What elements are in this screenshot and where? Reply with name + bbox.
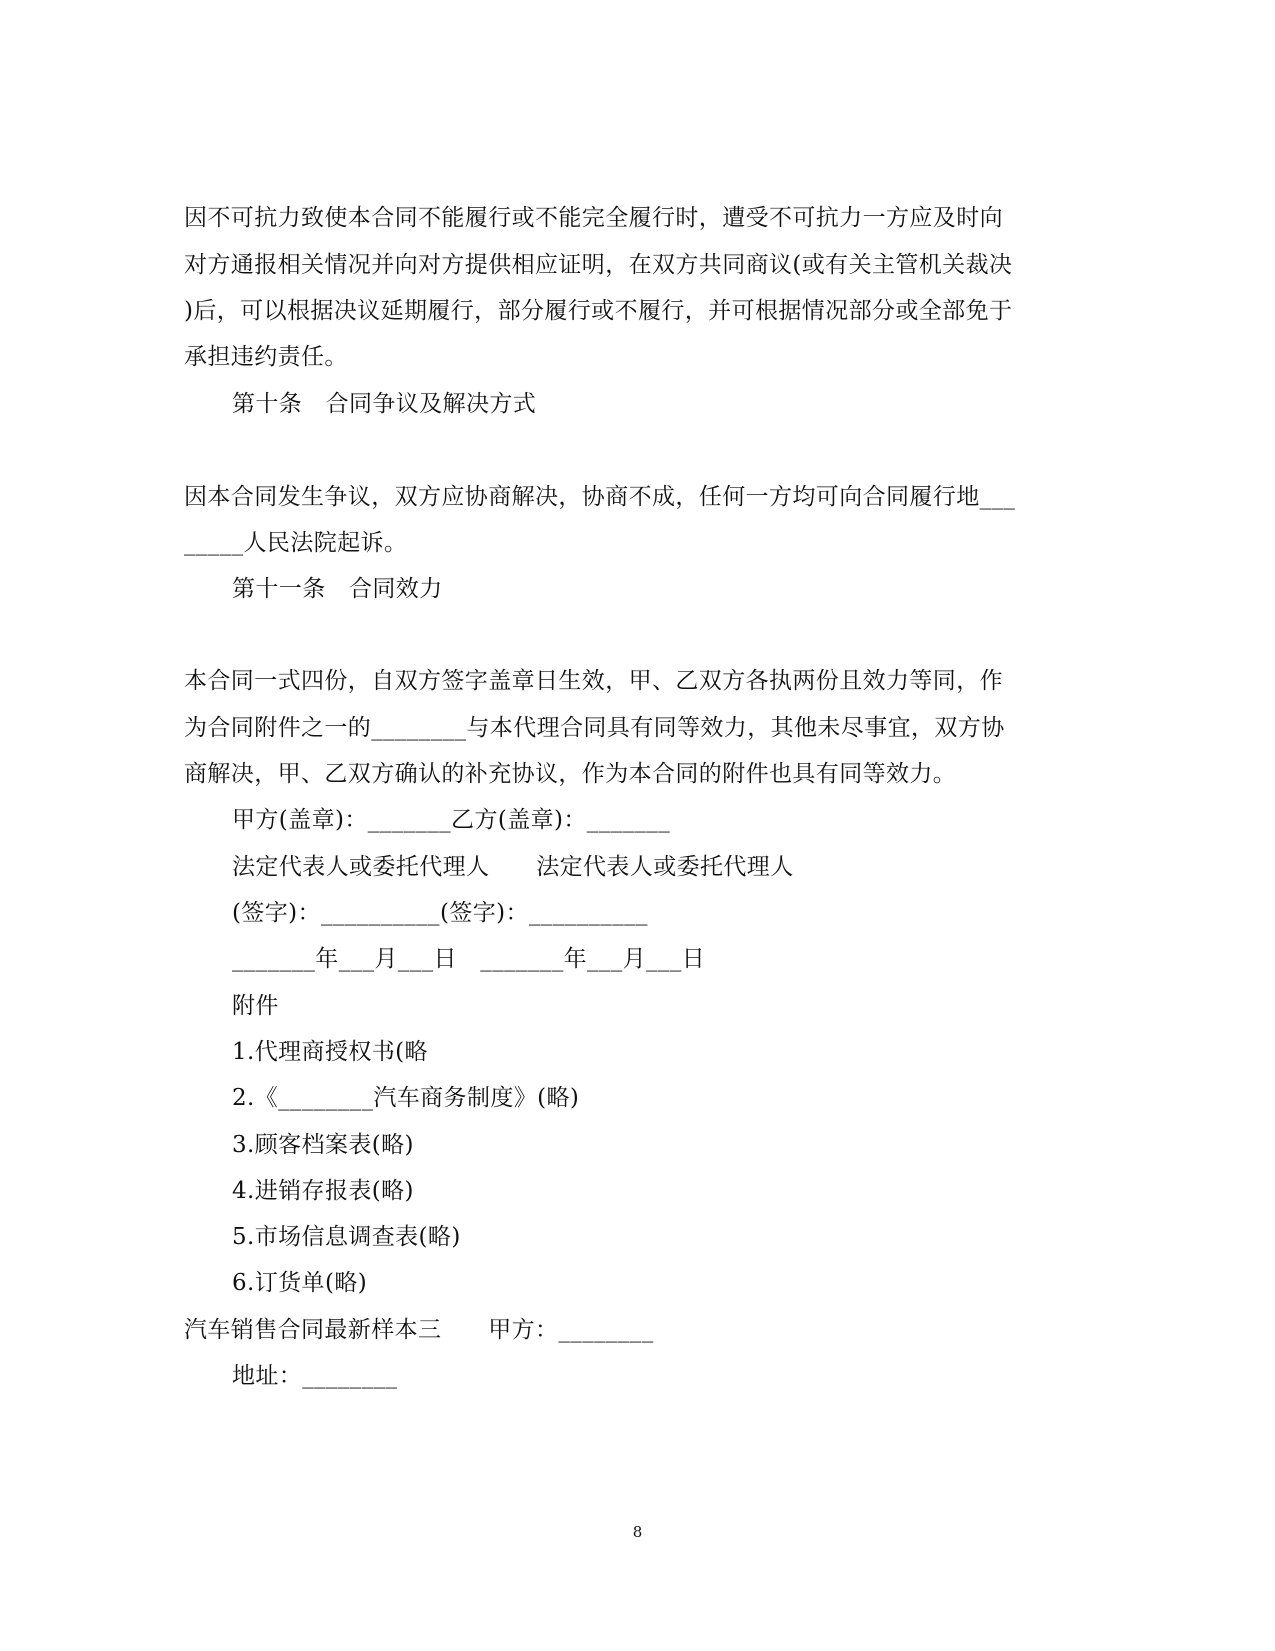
attachment-item-3: 3.顾客档案表(略) (232, 1132, 414, 1158)
seal-line: 甲方(盖章)：_______乙方(盖章)：_______ (232, 807, 671, 833)
force-majeure-line-3: )后，可以根据决议延期履行，部分履行或不履行，并可根据情况部分或全部免于 (184, 298, 1013, 324)
article-10-heading: 第十条 合同争议及解决方式 (232, 391, 537, 417)
next-contract-title-line: 汽车销售合同最新样本三 甲方：________ (184, 1317, 654, 1343)
attachment-item-6: 6.订货单(略) (232, 1270, 368, 1296)
force-majeure-line-4: 承担违约责任。 (184, 344, 348, 370)
sign-line: (签字)：__________(签字)：__________ (232, 900, 648, 926)
attachments-heading: 附件 (232, 993, 279, 1019)
attachment-item-2: 2.《________汽车商务制度》(略) (232, 1085, 580, 1111)
representative-line: 法定代表人或委托代理人 法定代表人或委托代理人 (232, 854, 794, 880)
force-majeure-line-2: 对方通报相关情况并向对方提供相应证明，在双方共同商议(或有关主管机关裁决 (184, 252, 1013, 278)
attachment-item-1: 1.代理商授权书(略 (232, 1039, 428, 1065)
article-11-line-1: 本合同一式四份，自双方签字盖章日生效，甲、乙双方各执两份且效力等同，作 (184, 668, 1003, 694)
attachment-item-5: 5.市场信息调查表(略) (232, 1224, 461, 1250)
article-11-line-2: 为合同附件之一的________与本代理合同具有同等效力，其他未尽事宜，双方协 (184, 715, 1005, 741)
attachment-item-4: 4.进销存报表(略) (232, 1178, 414, 1204)
date-line: _______年___月___日 _______年___月___日 (232, 946, 706, 972)
article-11-line-3: 商解决，甲、乙双方确认的补充协议，作为本合同的附件也具有同等效力。 (184, 761, 957, 787)
force-majeure-line-1: 因不可抗力致使本合同不能履行或不能完全履行时，遭受不可抗力一方应及时向 (184, 205, 1003, 231)
page-number: 8 (632, 1523, 643, 1541)
article-10-line-2: _____人民法院起诉。 (184, 530, 408, 556)
article-11-heading: 第十一条 合同效力 (232, 576, 443, 602)
next-contract-address-line: 地址：________ (232, 1363, 398, 1389)
article-10-line-1: 因本合同发生争议，双方应协商解决，协商不成，任何一方均可向合同履行地___ (184, 484, 1016, 510)
